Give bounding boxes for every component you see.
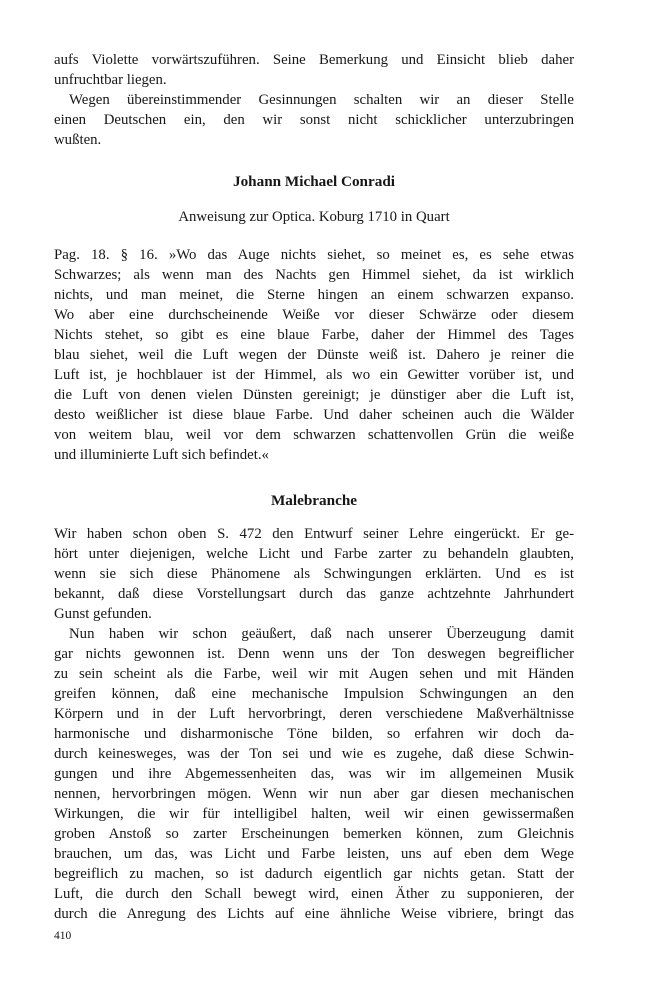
text-line: Schwarzes; als wenn man des Nachts gen Himmel siehet, da ist wirklich	[54, 267, 574, 283]
text-line: Wo aber eine durchscheinende Weiße vor dieser Schwärze oder diesem	[54, 307, 574, 323]
text-line: Nichts stehet, so gibt es eine blaue Farbe, daher der Himmel des Tages	[54, 327, 574, 343]
paragraph-conradi-quote	[54, 245, 574, 465]
text-line: begreiflich zu machen, so ist dadurch eigentlich gar nichts getan. Statt der	[54, 866, 574, 882]
text-line: Wir haben schon oben S. 472 den Entwurf seiner Lehre eingerückt. Er ge-	[54, 526, 574, 542]
text-line: Luft, die durch den Schall bewegt wird, einen Äther zu supponieren, der	[54, 886, 574, 902]
text-line: und illuminierte Luft sich befindet.«	[54, 447, 269, 463]
text-line: Wirkungen, die wir für intelligibel halten, weil wir einen gewissermaßen	[54, 806, 574, 822]
text-line: Wegen übereinstimmender Gesinnungen schalten wir an dieser Stelle	[69, 92, 574, 108]
text-line: gungen und ihre Abgemessenheiten das, was wir im allgemeinen Musik	[54, 766, 574, 782]
paragraph-violette	[54, 50, 574, 90]
text-line: harmonische und disharmonische Töne bilden, so erfahren wir doch da-	[54, 726, 574, 742]
text-line: aufs Violette vorwärtszuführen. Seine Bemerkung und Einsicht blieb daher	[54, 52, 574, 68]
text-line: bekannt, daß diese Vorstellungsart durch das ganze achtzehnte Jahrhundert	[54, 586, 574, 602]
text-line: wußten.	[54, 132, 102, 148]
text-line: nichts, und man meinet, die Sterne hingen an einem schwarzen expanso.	[54, 287, 574, 303]
text-line: Luft ist, je hochblauer ist der Himmel, als wo ein Gewitter vorüber ist, und	[54, 367, 574, 383]
text-line: durch die Anregung des Lichts auf eine ähnliche Weise vibriere, bringt das	[54, 906, 574, 922]
section-heading-conradi: Johann Michael Conradi	[232, 173, 396, 190]
text-line: wenn sie sich diese Phänomene als Schwingungen erklärten. Und es ist	[54, 566, 574, 582]
text-line: blau siehet, weil die Luft wegen der Dünste weiß ist. Dahero je reiner die	[54, 347, 574, 363]
text-line: einen Deutschen ein, den wir sonst nicht schicklicher unterzubringen	[54, 112, 574, 128]
text-line: greifen können, daß eine mechanische Impulsion Schwingungen an den	[54, 686, 574, 702]
section-heading-malebranche: Malebranche	[270, 492, 358, 509]
text-line: von weitem blau, weil vor dem schwarzen schattenvollen Grün die weiße	[54, 427, 574, 443]
text-line: unfruchtbar liegen.	[54, 72, 167, 88]
text-line: die Luft von denen vielen Dünsten gereinigt; je dünstiger aber die Luft ist,	[54, 387, 574, 403]
text-line: hört unter diejenigen, welche Licht und Farbe zarter zu behandeln glaubten,	[54, 546, 574, 562]
page-body	[54, 50, 574, 924]
text-line: nennen, hervorbringen mögen. Wenn wir nun aber gar diesen mechanischen	[54, 786, 574, 802]
text-line: Nun haben wir schon geäußert, daß nach unserer Überzeugung damit	[69, 626, 574, 642]
section-subheading-work-title: Anweisung zur Optica. Koburg 1710 in Quart	[178, 209, 450, 225]
text-line: Körpern und in der Luft hervorbringt, deren verschiedene Maßverhältnisse	[54, 706, 574, 722]
paragraph-deutscher-einschub	[54, 90, 574, 150]
paragraph-malebranche-critique	[54, 624, 574, 924]
page-number: 410	[54, 930, 72, 942]
text-line: groben Anstoß so zarter Erscheinungen bemerken können, zum Gleichnis	[54, 826, 574, 842]
text-line: brauchen, um das, was Licht und Farbe leisten, uns auf eben dem Wege	[54, 846, 574, 862]
paragraph-malebranche-intro	[54, 524, 574, 624]
text-line: desto weißlicher ist diese blaue Farbe. Und daher scheinen auch die Wälder	[54, 407, 574, 423]
text-line: gar nichts gewonnen ist. Denn wenn uns der Ton deswegen begreiflicher	[54, 646, 574, 662]
text-line: durch keinesweges, was der Ton sei und wie es zugehe, daß diese Schwin-	[54, 746, 574, 762]
text-line: Gunst gefunden.	[54, 606, 152, 622]
text-line: zu sein scheint als die Farbe, weil wir mit Augen sehen und mit Händen	[54, 666, 574, 682]
text-line: Pag. 18. § 16. »Wo das Auge nichts siehet, so meinet es, es sehe etwas	[54, 247, 574, 263]
